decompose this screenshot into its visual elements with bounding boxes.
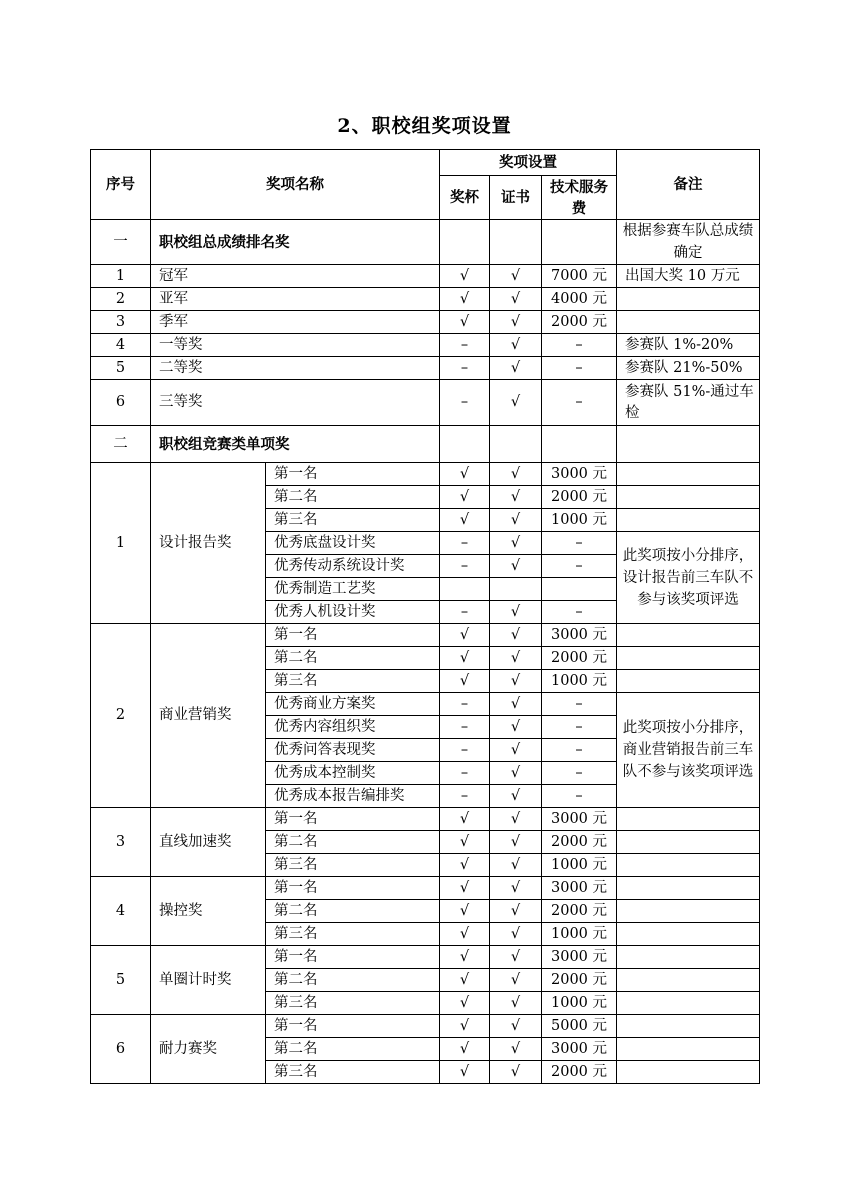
cup-cell: √ — [440, 900, 490, 923]
row-index: 5 — [91, 357, 151, 380]
cup-cell: √ — [440, 1038, 490, 1061]
fee-cell: 3000 元 — [542, 1038, 617, 1061]
note-cell: 出国大奖 10 万元 — [617, 265, 760, 288]
cup-cell: √ — [440, 992, 490, 1015]
cup-cell: √ — [440, 288, 490, 311]
cert-cell: √ — [490, 288, 542, 311]
cup-cell: √ — [440, 486, 490, 509]
award-name: 三等奖 — [151, 380, 440, 426]
cup-cell: – — [440, 380, 490, 426]
fee-cell — [542, 220, 617, 265]
award-name: 第二名 — [266, 831, 440, 854]
cup-cell: √ — [440, 854, 490, 877]
fee-cell: – — [542, 357, 617, 380]
note-cell — [617, 1015, 760, 1038]
award-name: 第三名 — [266, 670, 440, 693]
cert-cell: √ — [490, 969, 542, 992]
award-name: 亚军 — [151, 288, 440, 311]
cert-cell: √ — [490, 265, 542, 288]
row-index: 1 — [91, 265, 151, 288]
award-name: 第三名 — [266, 854, 440, 877]
award-name: 第三名 — [266, 509, 440, 532]
cup-cell: – — [440, 785, 490, 808]
table-row — [91, 334, 760, 357]
header-award-setting: 奖项设置 — [440, 150, 617, 176]
note-cell — [617, 877, 760, 900]
fee-cell: 2000 元 — [542, 900, 617, 923]
table-row — [91, 380, 760, 426]
table-row — [91, 357, 760, 380]
fee-cell: 2000 元 — [542, 969, 617, 992]
award-name: 第二名 — [266, 486, 440, 509]
note-cell: 此奖项按小分排序，设计报告前三车队不参与该奖项评选 — [617, 532, 760, 624]
cert-cell: √ — [490, 555, 542, 578]
fee-cell: 2000 元 — [542, 486, 617, 509]
fee-cell: 3000 元 — [542, 877, 617, 900]
cert-cell: √ — [490, 693, 542, 716]
fee-cell: – — [542, 380, 617, 426]
note-cell — [617, 923, 760, 946]
note-cell — [617, 946, 760, 969]
cup-cell: √ — [440, 1061, 490, 1084]
note-cell: 根据参赛车队总成绩确定 — [617, 220, 760, 265]
fee-cell: – — [542, 785, 617, 808]
cup-cell: √ — [440, 670, 490, 693]
cert-cell: √ — [490, 716, 542, 739]
award-name: 优秀内容组织奖 — [266, 716, 440, 739]
award-name: 二等奖 — [151, 357, 440, 380]
cup-cell: √ — [440, 265, 490, 288]
group-index: 3 — [91, 808, 151, 877]
award-name: 第一名 — [266, 463, 440, 486]
section-title: 职校组总成绩排名奖 — [151, 220, 440, 265]
table-row — [91, 265, 760, 288]
fee-cell: – — [542, 601, 617, 624]
award-name: 一等奖 — [151, 334, 440, 357]
fee-cell: 7000 元 — [542, 265, 617, 288]
award-name: 第一名 — [266, 624, 440, 647]
section-header-row — [91, 426, 760, 463]
fee-cell: – — [542, 762, 617, 785]
table-row — [91, 808, 760, 831]
cert-cell: √ — [490, 1015, 542, 1038]
cup-cell: – — [440, 739, 490, 762]
row-index: 3 — [91, 311, 151, 334]
fee-cell: 1000 元 — [542, 992, 617, 1015]
award-name: 第一名 — [266, 946, 440, 969]
cup-cell: – — [440, 601, 490, 624]
cup-cell: √ — [440, 877, 490, 900]
header-award-name: 奖项名称 — [151, 150, 440, 220]
cert-cell: √ — [490, 1061, 542, 1084]
cert-cell: √ — [490, 357, 542, 380]
fee-cell: 3000 元 — [542, 808, 617, 831]
cert-cell: √ — [490, 380, 542, 426]
header-row-top — [91, 150, 760, 176]
cup-cell: – — [440, 334, 490, 357]
award-name: 第二名 — [266, 647, 440, 670]
cup-cell: – — [440, 762, 490, 785]
group-index: 2 — [91, 624, 151, 808]
group-name: 耐力赛奖 — [151, 1015, 266, 1084]
group-name: 商业营销奖 — [151, 624, 266, 808]
award-name: 第三名 — [266, 923, 440, 946]
row-index: 6 — [91, 380, 151, 426]
section-header-row — [91, 220, 760, 265]
award-name: 优秀传动系统设计奖 — [266, 555, 440, 578]
note-cell — [617, 831, 760, 854]
note-cell: 此奖项按小分排序，商业营销报告前三车队不参与该奖项评选 — [617, 693, 760, 808]
fee-cell — [542, 426, 617, 463]
fee-cell: 2000 元 — [542, 647, 617, 670]
group-name: 单圈计时奖 — [151, 946, 266, 1015]
cert-cell — [490, 220, 542, 265]
cup-cell — [440, 220, 490, 265]
award-name: 第一名 — [266, 1015, 440, 1038]
section-index: 二 — [91, 426, 151, 463]
fee-cell: 2000 元 — [542, 1061, 617, 1084]
fee-cell: – — [542, 532, 617, 555]
cup-cell — [440, 578, 490, 601]
row-index: 2 — [91, 288, 151, 311]
cup-cell: √ — [440, 808, 490, 831]
fee-cell — [542, 578, 617, 601]
award-name: 第三名 — [266, 992, 440, 1015]
award-name: 优秀问答表现奖 — [266, 739, 440, 762]
cup-cell: √ — [440, 463, 490, 486]
cert-cell: √ — [490, 463, 542, 486]
award-name: 第二名 — [266, 969, 440, 992]
cup-cell: √ — [440, 831, 490, 854]
note-cell — [617, 992, 760, 1015]
group-name: 设计报告奖 — [151, 463, 266, 624]
award-name: 冠军 — [151, 265, 440, 288]
row-index: 4 — [91, 334, 151, 357]
header-cup: 奖杯 — [440, 176, 490, 220]
cert-cell: √ — [490, 624, 542, 647]
table-row — [91, 624, 760, 647]
table-row — [91, 463, 760, 486]
note-cell — [617, 288, 760, 311]
cert-cell: √ — [490, 334, 542, 357]
cert-cell: √ — [490, 1038, 542, 1061]
group-index: 6 — [91, 1015, 151, 1084]
note-cell: 参赛队 1%-20% — [617, 334, 760, 357]
cup-cell: √ — [440, 1015, 490, 1038]
table-row — [91, 288, 760, 311]
note-cell — [617, 1038, 760, 1061]
group-name: 直线加速奖 — [151, 808, 266, 877]
note-cell — [617, 426, 760, 463]
note-cell — [617, 624, 760, 647]
cert-cell: √ — [490, 647, 542, 670]
cup-cell: √ — [440, 509, 490, 532]
award-name: 季军 — [151, 311, 440, 334]
award-name: 优秀成本控制奖 — [266, 762, 440, 785]
cert-cell: √ — [490, 900, 542, 923]
cert-cell: √ — [490, 509, 542, 532]
group-name: 操控奖 — [151, 877, 266, 946]
note-cell: 参赛队 21%-50% — [617, 357, 760, 380]
cup-cell: – — [440, 716, 490, 739]
group-index: 5 — [91, 946, 151, 1015]
note-cell — [617, 808, 760, 831]
cup-cell — [440, 426, 490, 463]
fee-cell: 3000 元 — [542, 463, 617, 486]
fee-cell: 4000 元 — [542, 288, 617, 311]
fee-cell: – — [542, 716, 617, 739]
note-cell — [617, 670, 760, 693]
note-cell — [617, 900, 760, 923]
award-name: 第三名 — [266, 1061, 440, 1084]
table-row — [91, 946, 760, 969]
fee-cell: – — [542, 334, 617, 357]
cert-cell: √ — [490, 762, 542, 785]
table-row — [91, 311, 760, 334]
note-cell — [617, 854, 760, 877]
cert-cell: √ — [490, 808, 542, 831]
fee-cell: 1000 元 — [542, 923, 617, 946]
note-cell — [617, 311, 760, 334]
cup-cell: – — [440, 555, 490, 578]
cert-cell: √ — [490, 923, 542, 946]
table-body — [91, 220, 760, 1084]
header-fee: 技术服务费 — [542, 176, 617, 220]
cup-cell: – — [440, 693, 490, 716]
group-index: 1 — [91, 463, 151, 624]
cert-cell: √ — [490, 311, 542, 334]
note-cell: 参赛队 51%-通过车检 — [617, 380, 760, 426]
cert-cell — [490, 426, 542, 463]
award-name: 第二名 — [266, 1038, 440, 1061]
note-cell — [617, 969, 760, 992]
section-title: 职校组竞赛类单项奖 — [151, 426, 440, 463]
award-name: 优秀成本报告编排奖 — [266, 785, 440, 808]
cup-cell: √ — [440, 647, 490, 670]
cup-cell: √ — [440, 923, 490, 946]
fee-cell: – — [542, 555, 617, 578]
cert-cell: √ — [490, 831, 542, 854]
fee-cell: 3000 元 — [542, 624, 617, 647]
fee-cell: 1000 元 — [542, 509, 617, 532]
cert-cell: √ — [490, 877, 542, 900]
cup-cell: √ — [440, 311, 490, 334]
note-cell — [617, 1061, 760, 1084]
award-name: 第一名 — [266, 808, 440, 831]
cert-cell: √ — [490, 532, 542, 555]
cup-cell: √ — [440, 969, 490, 992]
cert-cell: √ — [490, 785, 542, 808]
table-row — [91, 1015, 760, 1038]
fee-cell: – — [542, 693, 617, 716]
award-table — [90, 149, 760, 1084]
cert-cell: √ — [490, 946, 542, 969]
cert-cell: √ — [490, 739, 542, 762]
award-name: 优秀底盘设计奖 — [266, 532, 440, 555]
cup-cell: √ — [440, 624, 490, 647]
cert-cell: √ — [490, 854, 542, 877]
header-cert: 证书 — [490, 176, 542, 220]
award-name: 优秀商业方案奖 — [266, 693, 440, 716]
award-name: 优秀制造工艺奖 — [266, 578, 440, 601]
cert-cell: √ — [490, 670, 542, 693]
award-name: 优秀人机设计奖 — [266, 601, 440, 624]
table-row — [91, 877, 760, 900]
note-cell — [617, 647, 760, 670]
cup-cell: √ — [440, 946, 490, 969]
fee-cell: 1000 元 — [542, 854, 617, 877]
note-cell — [617, 463, 760, 486]
award-name: 第一名 — [266, 877, 440, 900]
fee-cell: 1000 元 — [542, 670, 617, 693]
note-cell — [617, 486, 760, 509]
header-index: 序号 — [91, 150, 151, 220]
header-note: 备注 — [617, 150, 760, 220]
note-cell — [617, 509, 760, 532]
cup-cell: – — [440, 357, 490, 380]
cup-cell: – — [440, 532, 490, 555]
cert-cell — [490, 578, 542, 601]
group-index: 4 — [91, 877, 151, 946]
section-index: 一 — [91, 220, 151, 265]
fee-cell: 2000 元 — [542, 831, 617, 854]
cert-cell: √ — [490, 486, 542, 509]
fee-cell: – — [542, 739, 617, 762]
page-title: 2、职校组奖项设置 — [337, 115, 512, 137]
fee-cell: 3000 元 — [542, 946, 617, 969]
cert-cell: √ — [490, 601, 542, 624]
cert-cell: √ — [490, 992, 542, 1015]
fee-cell: 5000 元 — [542, 1015, 617, 1038]
award-name: 第二名 — [266, 900, 440, 923]
fee-cell: 2000 元 — [542, 311, 617, 334]
